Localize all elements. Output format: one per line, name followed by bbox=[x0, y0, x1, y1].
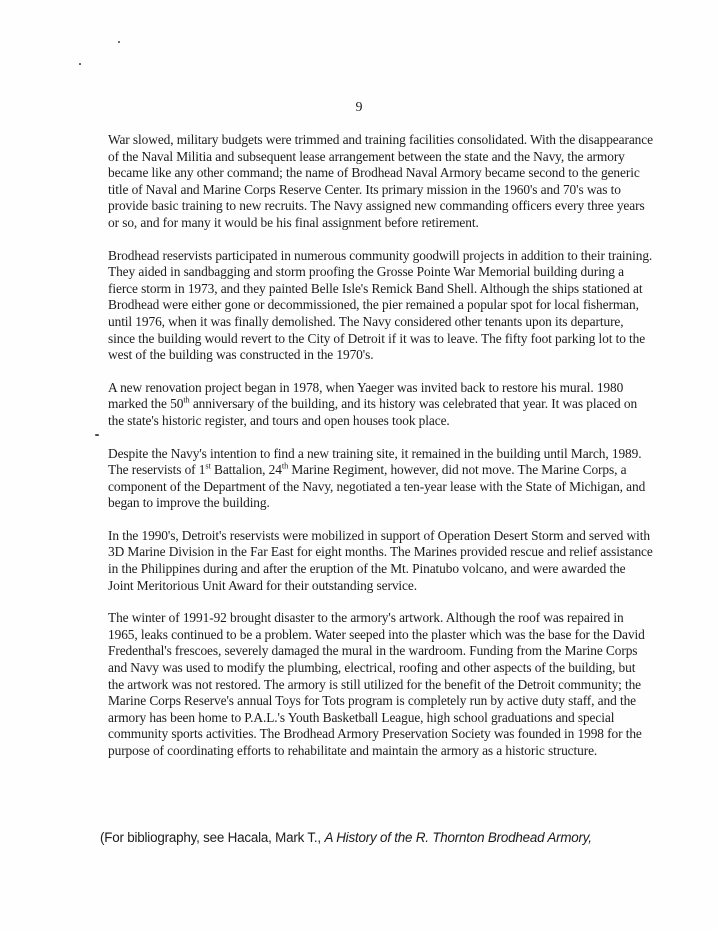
bibliography-prefix: (For bibliography, see Hacala, Mark T., bbox=[100, 830, 325, 845]
scan-speck bbox=[95, 434, 99, 436]
bibliography-note bbox=[100, 830, 680, 845]
paragraph-1: War slowed, military budgets were trimmed and training facilities consolidated. With the disappearance of the Naval Militia and subsequent lease arrangement between the state and the Navy, the armory became like any other command; the name of Brodhead Naval Armory became second to the generic title of Naval and Marine Corps Reserve Center. Its primary mission in the 1960's and 70's was to provide basic training to new recruits. The Navy assigned new commanding officers every three years or so, and for many it would be his final assignment before retirement. bbox=[108, 132, 653, 230]
paragraph-5: In the 1990's, Detroit's reservists were mobilized in support of Operation Desert Storm and served with 3D Marine Division in the Far East for eight months. The Marines provided rescue and relief assistance in the Philippines during and after the eruption of the Mt. Pinatubo volcano, and were awarded the Joint Meritorious Unit Award for their outstanding service. bbox=[108, 527, 653, 593]
paragraph-4: Despite the Navy's intention to find a new training site, it remained in the building until March, 1989. The reservists of 1st Battalion, 24th Marine Regiment, however, did not move. The Marine Corps, a component of the Department of the Navy, negotiated a ten-year lease with the State of Michigan, and began to improve the building. bbox=[108, 445, 646, 511]
page-number: 9 bbox=[355, 100, 363, 115]
scan-speck bbox=[118, 41, 120, 43]
bibliography-title: A History of the R. Thornton Brodhead Armory, bbox=[324, 830, 592, 845]
paragraph-3: A new renovation project began in 1978, when Yaeger was invited back to restore his mural. 1980 marked the 50th anniversary of the building, and its history was celebrated that year. It was placed on the state's historic register, and tours and open houses took place. bbox=[108, 379, 638, 428]
paragraph-6: The winter of 1991-92 brought disaster to the armory's artwork. Although the roof was repaired in 1965, leaks continued to be a problem. Water seeped into the plaster which was the base for the David Fredenthal's frescoes, severely damaged the mural in the wardroom. Funding from the Marine Corps and Navy was used to modify the plumbing, electrical, roofing and other aspects of the building, but the artwork was not restored. The armory is still utilized for the benefit of the Detroit community; the Marine Corps Reserve's annual Toys for Tots program is completely run by active duty staff, and the armory has been home to P.A.L.'s Youth Basketball League, high school graduations and special community sports activities. The Brodhead Armory Preservation Society was founded in 1998 for the purpose of coordinating efforts to rehabilitate and maintain the armory as a historic structure. bbox=[108, 610, 645, 758]
document-body bbox=[108, 132, 653, 776]
scan-speck bbox=[79, 63, 81, 65]
paragraph-2: Brodhead reservists participated in numerous community goodwill projects in addition to their training. They aided in sandbagging and storm proofing the Grosse Pointe War Memorial building during a fierce storm in 1973, and they painted Belle Isle's Remick Band Shell. Although the ships stationed at Brodhead were either gone or decommissioned, the pier remained a popular spot for local fisherman, until 1976, when it was finally demolished. The Navy considered other tenants upon its departure, since the building would revert to the City of Detroit if it was to leave. The fifty foot parking lot to the west of the building was constructed in the 1970's. bbox=[108, 247, 653, 363]
